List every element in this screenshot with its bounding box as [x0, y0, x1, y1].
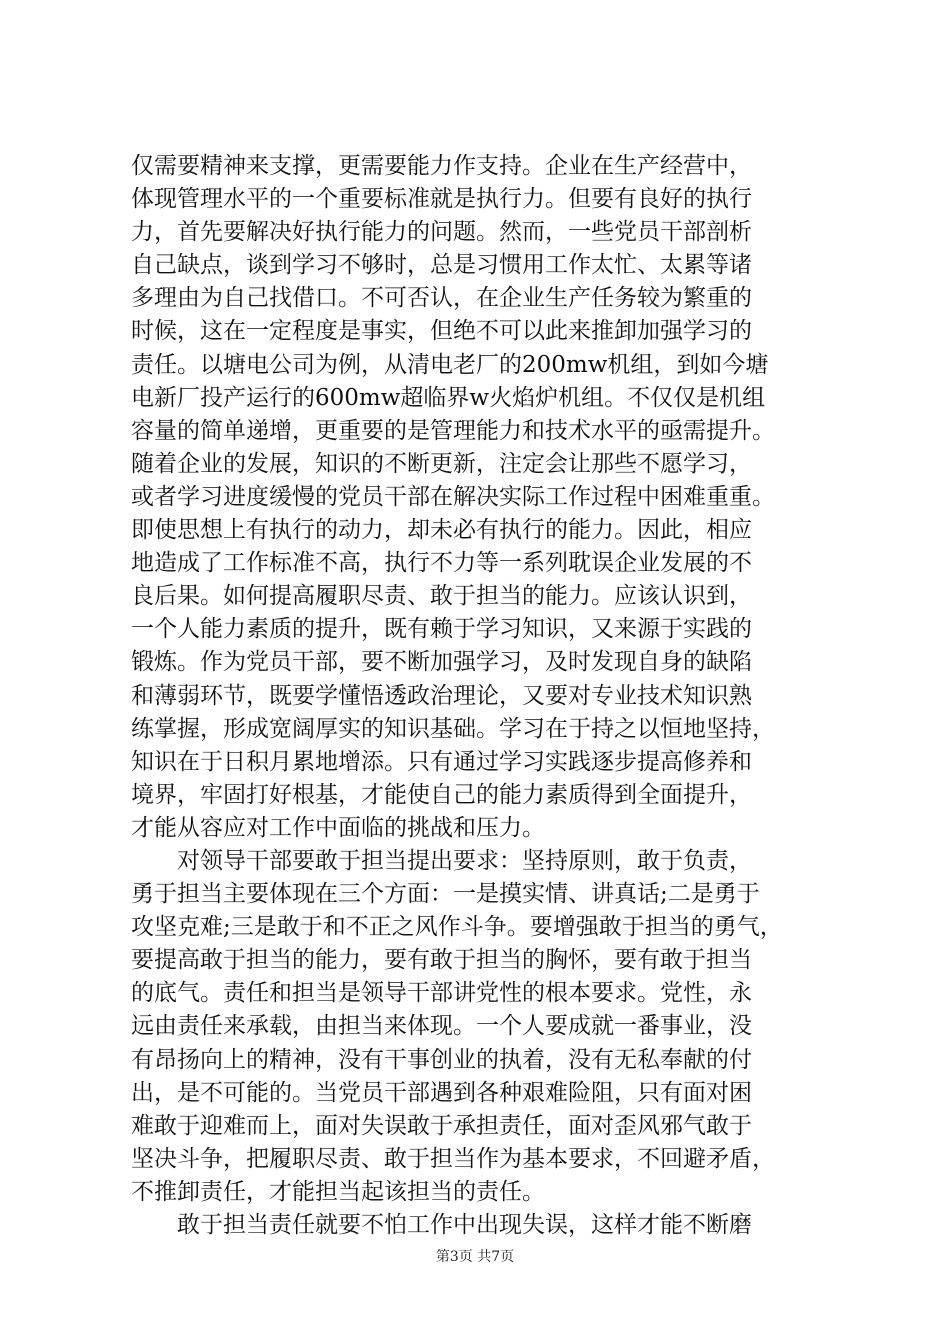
text-line: 境界，牢固打好根基，才能使自己的能力素质得到全面提升，: [131, 781, 752, 808]
text-line: 对领导干部要敢于担当提出要求：坚持原则，敢于负责，: [131, 847, 752, 874]
text-line: 时候，这在一定程度是事实，但绝不可以此来推卸加强学习的: [131, 318, 752, 345]
text-line: 体现管理水平的一个重要标准就是执行力。但要有良好的执行: [131, 186, 752, 213]
text-line: 锻炼。作为党员干部，要不断加强学习，及时发现自身的缺陷: [131, 649, 752, 676]
text-line: 坚决斗争，把履职尽责、敢于担当作为基本要求，不回避矛盾，: [131, 1145, 775, 1172]
text-line: 责任。以塘电公司为例，从清电老厂的200mw机组，到如今塘: [131, 351, 769, 378]
text-line: 或者学习进度缓慢的党员干部在解决实际工作过程中困难重重。: [131, 483, 775, 510]
page-footer: [0, 1246, 950, 1266]
body-text: [131, 150, 843, 1242]
text-line: 的底气。责任和担当是领导干部讲党性的根本要求。党性，永: [131, 980, 752, 1007]
text-line: 知识在于日积月累地增添。只有通过学习实践逐步提高修养和: [131, 748, 752, 775]
text-line: 远由责任来承载，由担当来体现。一个人要成就一番事业，没: [131, 1013, 752, 1040]
text-line: 出，是不可能的。当党员干部遇到各种艰难险阻，只有面对困: [131, 1079, 752, 1106]
page-number: 第3页 共7页: [435, 1249, 515, 1265]
text-line: 电新厂投产运行的600mw超临界w火焰炉机组。不仅仅是机组: [131, 384, 766, 411]
text-line: 即使思想上有执行的动力，却未必有执行的能力。因此，相应: [131, 517, 752, 544]
text-line: 力，首先要解决好执行能力的问题。然而，一些党员干部剖析: [131, 219, 752, 246]
text-line: 容量的简单递增，更重要的是管理能力和技术水平的亟需提升。: [131, 417, 775, 444]
text-line: 和薄弱环节，既要学懂悟透政治理论，又要对专业技术知识熟: [131, 682, 752, 709]
text-line: 随着企业的发展，知识的不断更新，注定会让那些不愿学习，: [131, 450, 752, 477]
text-line: 要提高敢于担当的能力，要有敢于担当的胸怀，要有敢于担当: [131, 947, 752, 974]
text-line: 敢于担当责任就要不怕工作中出现失误，这样才能不断磨: [131, 1212, 752, 1238]
text-line: 练掌握，形成宽阔厚实的知识基础。学习在于持之以恒地坚持，: [131, 715, 775, 742]
text-line: 有昂扬向上的精神，没有干事创业的执着，没有无私奉献的付: [131, 1046, 752, 1073]
text-line: 一个人能力素质的提升，既有赖于学习知识，又来源于实践的: [131, 616, 752, 643]
text-line: 良后果。如何提高履职尽责、敢于担当的能力。应该认识到，: [131, 583, 752, 610]
text-line: 攻坚克难;三是敢于和不正之风作斗争。要增强敢于担当的勇气，: [131, 914, 783, 941]
text-line: 地造成了工作标准不高，执行不力等一系列耽误企业发展的不: [131, 550, 752, 577]
text-line: 不推卸责任，才能担当起该担当的责任。: [131, 1178, 545, 1205]
text-line: 多理由为自己找借口。不可否认，在企业生产任务较为繁重的: [131, 285, 752, 312]
text-line: 自己缺点，谈到学习不够时，总是习惯用工作太忙、太累等诸: [131, 252, 752, 279]
text-line: 勇于担当主要体现在三个方面：一是摸实情、讲真话;二是勇于: [131, 881, 760, 908]
text-line: 仅需要精神来支撑，更需要能力作支持。企业在生产经营中，: [131, 153, 752, 179]
text-line: 才能从容应对工作中面临的挑战和压力。: [131, 814, 545, 841]
text-line: 难敢于迎难而上，面对失误敢于承担责任，面对歪风邪气敢于: [131, 1112, 752, 1139]
